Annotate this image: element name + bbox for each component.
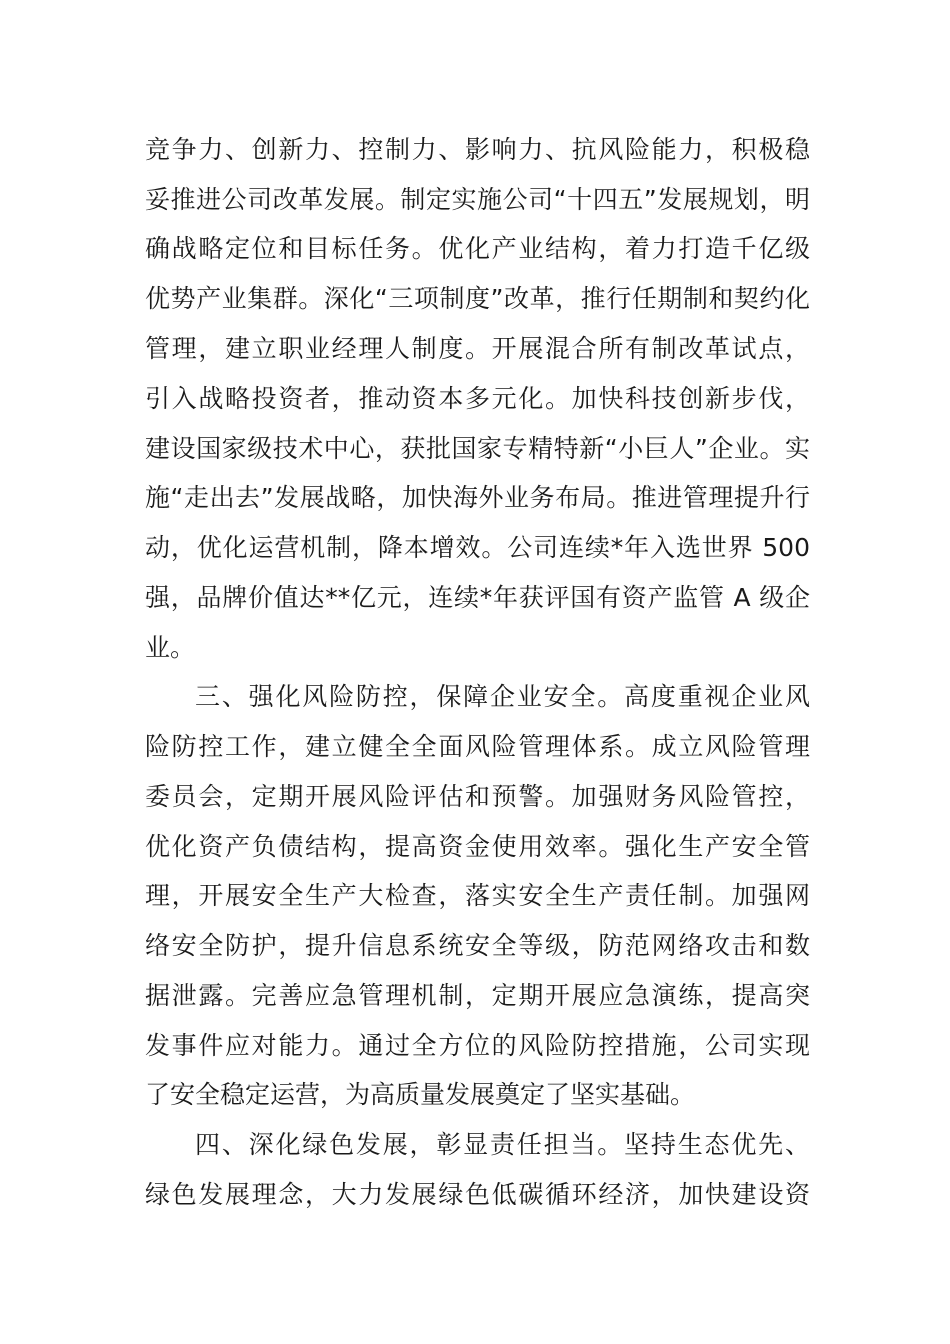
text-line: 妥推进公司改革发展。制定实施公司“十四五”发展规划，明 [145, 185, 810, 214]
paragraph-heading-line: 四、深化绿色发展，彰显责任担当。坚持生态优先、 [195, 1130, 810, 1159]
paragraph-heading-line: 三、强化风险防控，保障企业安全。高度重视企业风 [195, 682, 810, 711]
text-line: 强，品牌价值达**亿元，连续*年获评国有资产监管 A 级企 [145, 583, 810, 612]
text-line: 优势产业集群。深化“三项制度”改革，推行任期制和契约化 [145, 284, 810, 313]
text-line: 绿色发展理念，大力发展绿色低碳循环经济，加快建设资 [145, 1180, 810, 1209]
text-line: 动，优化运营机制，降本增效。公司连续*年入选世界 500 [145, 533, 810, 562]
text-line: 委员会，定期开展风险评估和预警。加强财务风险管控， [145, 782, 810, 811]
text-line: 竞争力、创新力、控制力、影响力、抗风险能力，积极稳 [145, 135, 810, 164]
text-line: 优化资产负债结构，提高资金使用效率。强化生产安全管 [145, 832, 810, 861]
text-line: 络安全防护，提升信息系统安全等级，防范网络攻击和数 [145, 931, 810, 960]
text-line: 据泄露。完善应急管理机制，定期开展应急演练，提高突 [145, 981, 810, 1010]
text-line: 管理，建立职业经理人制度。开展混合所有制改革试点， [145, 334, 810, 363]
text-line: 建设国家级技术中心，获批国家专精特新“小巨人”企业。实 [145, 434, 810, 463]
text-line: 施“走出去”发展战略，加快海外业务布局。推进管理提升行 [145, 483, 810, 512]
text-line: 确战略定位和目标任务。优化产业结构，着力打造千亿级 [145, 234, 810, 263]
text-line: 发事件应对能力。通过全方位的风险防控措施，公司实现 [145, 1031, 810, 1060]
text-line: 引入战略投资者，推动资本多元化。加快科技创新步伐， [145, 384, 810, 413]
text-line: 业。 [145, 633, 196, 662]
text-line: 了安全稳定运营，为高质量发展奠定了坚实基础。 [145, 1080, 696, 1109]
text-line: 险防控工作，建立健全全面风险管理体系。成立风险管理 [145, 732, 810, 761]
text-line: 理，开展安全生产大检查，落实安全生产责任制。加强网 [145, 881, 810, 910]
